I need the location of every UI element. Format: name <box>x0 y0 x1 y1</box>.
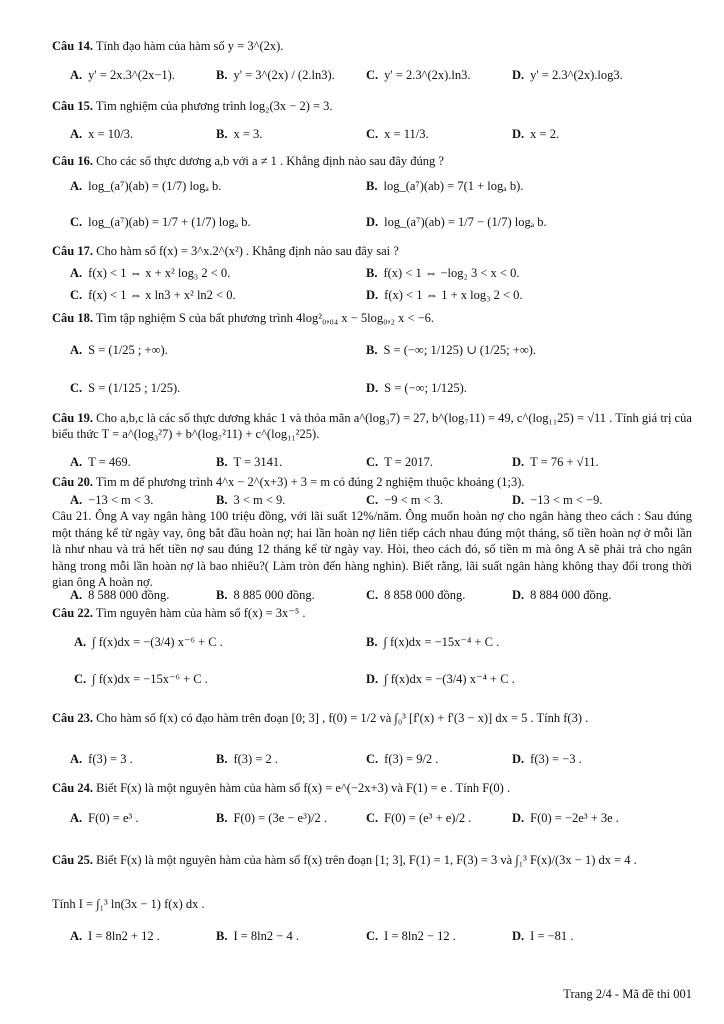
q18-option-b: B. S = (−∞; 1/125) ∪ (1/25; +∞). <box>366 343 537 357</box>
q14-option-c: C. y' = 2.3^(2x).ln3. <box>366 68 471 82</box>
q20-option-b: B. 3 < m < 9. <box>216 493 286 507</box>
q14-option-a: A. y' = 2x.3^(2x−1). <box>70 68 175 82</box>
option-letter: B. <box>216 127 228 141</box>
question-18-stem: Câu 18. Tìm tập nghiệm S của bất phương trình 4log²₀,₀₄ x − 5log₀,₂ x < −6. <box>52 311 435 325</box>
q21-option-b: B. 8 885 000 đồng. <box>216 588 315 602</box>
option-letter: B. <box>366 343 378 357</box>
q19-option-d: D. T = 76 + √11. <box>512 455 599 469</box>
q21-option-d: D. 8 884 000 đồng. <box>512 588 612 602</box>
option-letter: A. <box>70 179 83 193</box>
option-letter: A. <box>70 929 83 943</box>
option-letter: C. <box>366 68 379 82</box>
q15-option-b: B. x = 3. <box>216 127 263 141</box>
option-letter: B. <box>216 455 228 469</box>
q20-option-a: A. −13 < m < 3. <box>70 493 154 507</box>
q21-option-a: A. 8 588 000 đồng. <box>70 588 170 602</box>
q24-option-a: A. F(0) = e³ . <box>70 811 139 825</box>
question-15-stem: Câu 15. Tìm nghiệm của phương trình log₂(3x − 2) = 3. <box>52 99 333 113</box>
question-number: Câu 16. <box>52 154 93 168</box>
question-20-stem: Câu 20. Tìm m để phương trình 4^x − 2^(x+3) + 3 = m có đúng 2 nghiệm thuộc khoảng (1;3). <box>52 475 525 489</box>
question-16-stem: Câu 16. Cho các số thực dương a,b với a ≠ 1 . Khẳng định nào sau đây đúng ? <box>52 154 444 168</box>
option-letter: D. <box>512 455 525 469</box>
question-21-stem: Câu 21. Ông A vay ngân hàng 100 triệu đồng, với lãi suất 12%/năm. Ông muốn hoàn nợ cho ngân hàng theo cách : Sau đúng một tháng kể từ ngày vay, ông bắt đầu hoàn nợ; hai lần hoàn nợ liên tiếp cách nhau đúng một tháng, số tiền hoàn nợ ở mỗi lần là như nhau và trả hết tiền nợ sau đúng 12 tháng kể từ ngày vay. Hỏi, theo cách đó, số tiền m mà ông A sẽ phải trả cho ngân hàng trong mỗi lần hoàn nợ là bao nhiêu?( Làm tròn đến hàng nghìn). Biết rằng, lãi suất ngân hàng không thay đổi trong thời gian ông A hoàn nợ. <box>52 509 692 589</box>
q22-option-b: B. ∫ f(x)dx = −15x⁻⁴ + C . <box>366 635 500 649</box>
option-letter: C. <box>70 215 83 229</box>
option-letter: B. <box>216 68 228 82</box>
option-letter: A. <box>70 588 83 602</box>
q16-option-b: B. log_(a⁷)(ab) = 7(1 + logₐ b). <box>366 179 524 193</box>
q24-option-c: C. F(0) = (e³ + e)/2 . <box>366 811 472 825</box>
question-number: Câu 14. <box>52 39 93 53</box>
q23-option-c: C. f(3) = 9/2 . <box>366 752 439 766</box>
q18-option-d: D. S = (−∞; 1/125). <box>366 381 467 395</box>
question-17-stem: Câu 17. Cho hàm số f(x) = 3^x.2^(x²) . Khẳng định nào sau đây sai ? <box>52 244 399 258</box>
q14-option-b: B. y' = 3^(2x) / (2.ln3). <box>216 68 335 82</box>
q22-option-d: D. ∫ f(x)dx = −(3/4) x⁻⁴ + C . <box>366 672 515 686</box>
q16-option-d: D. log_(a⁷)(ab) = 1/7 − (1/7) logₐ b. <box>366 215 547 229</box>
option-letter: B. <box>366 266 378 280</box>
q15-option-a: A. x = 10/3. <box>70 127 134 141</box>
question-number: Câu 21. <box>52 509 92 523</box>
q18-option-a: A. S = (1/25 ; +∞). <box>70 343 168 357</box>
option-letter: D. <box>366 215 379 229</box>
question-23-stem: Câu 23. Cho hàm số f(x) có đạo hàm trên đoạn [0; 3] , f(0) = 1/2 và ∫₀³ [f'(x) + f'(3 − x)] dx = 5 . Tính f(3) . <box>52 711 589 725</box>
question-25-stem-2: Tính I = ∫₁³ ln(3x − 1) f(x) dx . <box>52 897 205 911</box>
question-19-stem: Câu 19. Cho a,b,c là các số thực dương khác 1 và thỏa mãn a^(log₃7) = 27, b^(log₇11) = 49, c^(log₁₁25) = √11 . Tính giá trị của biểu thức T = a^(log₃²7) + b^(log₇²11) + c^(log₁₁²25). <box>52 411 692 441</box>
option-letter: A. <box>70 266 83 280</box>
option-letter: C. <box>366 811 379 825</box>
option-letter: B. <box>366 635 378 649</box>
q15-option-d: D. x = 2. <box>512 127 560 141</box>
q15-option-c: C. x = 11/3. <box>366 127 429 141</box>
option-letter: C. <box>70 381 83 395</box>
option-letter: D. <box>512 752 525 766</box>
option-letter: C. <box>366 752 379 766</box>
q25-option-a: A. I = 8ln2 + 12 . <box>70 929 160 943</box>
option-letter: A. <box>70 455 83 469</box>
q25-option-b: B. I = 8ln2 − 4 . <box>216 929 299 943</box>
q21-option-c: C. 8 858 000 đồng. <box>366 588 466 602</box>
option-letter: A. <box>74 635 87 649</box>
q24-option-d: D. F(0) = −2e³ + 3e . <box>512 811 619 825</box>
option-letter: B. <box>216 929 228 943</box>
q14-option-d: D. y' = 2.3^(2x).log3. <box>512 68 623 82</box>
q17-option-b: B. f(x) < 1 ⇔ −log₂ 3 < x < 0. <box>366 266 520 280</box>
option-letter: B. <box>216 811 228 825</box>
question-number: Câu 23. <box>52 711 93 725</box>
option-letter: C. <box>366 929 379 943</box>
option-letter: A. <box>70 127 83 141</box>
option-letter: D. <box>512 68 525 82</box>
option-letter: D. <box>512 127 525 141</box>
option-letter: A. <box>70 343 83 357</box>
q22-option-c: C. ∫ f(x)dx = −15x⁻⁶ + C . <box>74 672 208 686</box>
option-letter: A. <box>70 493 83 507</box>
q20-option-c: C. −9 < m < 3. <box>366 493 444 507</box>
option-letter: B. <box>216 493 228 507</box>
q17-option-d: D. f(x) < 1 ⇔ 1 + x log₃ 2 < 0. <box>366 288 523 302</box>
q17-option-a: A. f(x) < 1 ⇔ x + x² log₃ 2 < 0. <box>70 266 231 280</box>
q16-option-c: C. log_(a⁷)(ab) = 1/7 + (1/7) logₐ b. <box>70 215 251 229</box>
question-number: Câu 15. <box>52 99 93 113</box>
q18-option-c: C. S = (1/125 ; 1/25). <box>70 381 181 395</box>
option-letter: A. <box>70 752 83 766</box>
option-letter: C. <box>366 455 379 469</box>
question-number: Câu 22. <box>52 606 93 620</box>
option-letter: C. <box>366 588 379 602</box>
q23-option-b: B. f(3) = 2 . <box>216 752 279 766</box>
option-letter: C. <box>366 127 379 141</box>
option-letter: A. <box>70 811 83 825</box>
q20-option-d: D. −13 < m < −9. <box>512 493 603 507</box>
question-number: Câu 24. <box>52 781 93 795</box>
q23-option-d: D. f(3) = −3 . <box>512 752 582 766</box>
option-letter: D. <box>512 588 525 602</box>
q16-option-a: A. log_(a⁷)(ab) = (1/7) logₐ b. <box>70 179 222 193</box>
option-letter: C. <box>74 672 87 686</box>
option-letter: D. <box>366 672 379 686</box>
page-footer: Trang 2/4 - Mã đề thi 001 <box>563 987 692 1001</box>
q22-option-a: A. ∫ f(x)dx = −(3/4) x⁻⁶ + C . <box>74 635 223 649</box>
q25-option-d: D. I = −81 . <box>512 929 574 943</box>
question-number: Câu 25. <box>52 853 93 867</box>
question-number: Câu 18. <box>52 311 93 325</box>
q24-option-b: B. F(0) = (3e − e³)/2 . <box>216 811 327 825</box>
option-letter: C. <box>70 288 83 302</box>
question-25-stem: Câu 25. Biết F(x) là một nguyên hàm của hàm số f(x) trên đoạn [1; 3], F(1) = 1, F(3) = 3 và ∫₁³ F(x)/(3x − 1) dx = 4 . <box>52 853 637 867</box>
option-letter: D. <box>512 929 525 943</box>
option-letter: D. <box>366 288 379 302</box>
question-number: Câu 20. <box>52 475 93 489</box>
question-number: Câu 19. <box>52 411 93 425</box>
option-letter: B. <box>366 179 378 193</box>
question-24-stem: Câu 24. Biết F(x) là một nguyên hàm của hàm số f(x) = e^(−2x+3) và F(1) = e . Tính F(0) . <box>52 781 511 795</box>
option-letter: D. <box>512 493 525 507</box>
q19-option-a: A. T = 469. <box>70 455 131 469</box>
q19-option-c: C. T = 2017. <box>366 455 433 469</box>
question-14-stem: Câu 14. Tính đạo hàm của hàm số y = 3^(2x). <box>52 39 284 53</box>
q19-option-b: B. T = 3141. <box>216 455 283 469</box>
option-letter: D. <box>512 811 525 825</box>
option-letter: A. <box>70 68 83 82</box>
option-letter: B. <box>216 752 228 766</box>
q25-option-c: C. I = 8ln2 − 12 . <box>366 929 456 943</box>
q23-option-a: A. f(3) = 3 . <box>70 752 133 766</box>
option-letter: B. <box>216 588 228 602</box>
option-letter: D. <box>366 381 379 395</box>
option-letter: C. <box>366 493 379 507</box>
question-number: Câu 17. <box>52 244 93 258</box>
question-22-stem: Câu 22. Tìm nguyên hàm của hàm số f(x) = 3x⁻⁵ . <box>52 606 306 620</box>
q17-option-c: C. f(x) < 1 ⇔ x ln3 + x² ln2 < 0. <box>70 288 236 302</box>
